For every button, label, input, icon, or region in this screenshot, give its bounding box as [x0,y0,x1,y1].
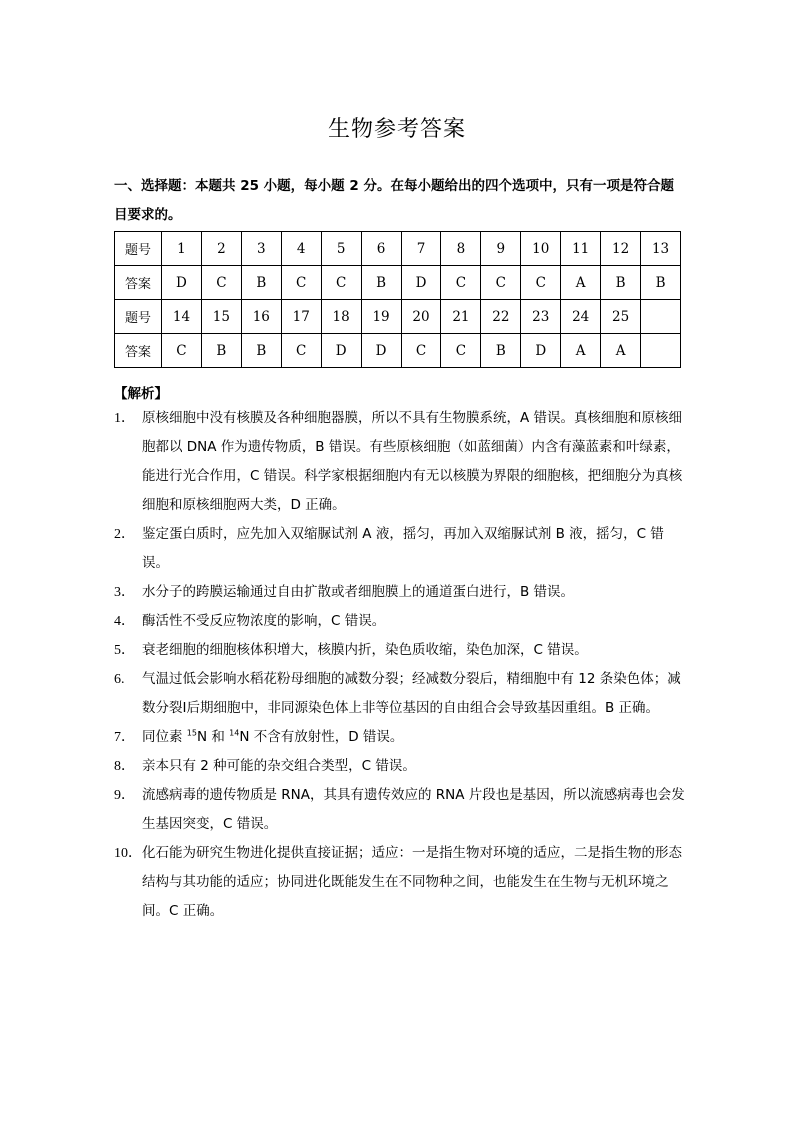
table-cell: D [162,266,202,300]
item-text: 水分子的跨膜运输通过自由扩散或者细胞膜上的通道蛋白进行，B 错误。 [142,584,575,600]
item-number: 3． [114,585,135,600]
table-cell: 4 [281,232,321,266]
answer-table [114,231,681,368]
table-cell: 15 [201,300,241,334]
list-item [114,636,686,665]
table-cell: 8 [441,232,481,266]
item-text: 化石能为研究生物进化提供直接证据；适应：一是指生物对环境的适应，二是指生物的形态结构与其功能的适应；协同进化既能发生在不同物种之间，也能发生在生物与无机环境之间。C 正确。 [142,845,682,919]
item-text: 衰老细胞的细胞核体积增大，核膜内折，染色质收缩，染色加深，C 错误。 [142,642,588,658]
table-row [115,232,681,266]
table-cell: B [601,266,641,300]
item-text-part: N 不含有放射性，D 错误。 [239,729,404,745]
item-number: 9． [114,788,135,803]
item-number: 10． [114,846,142,861]
item-number: 2． [114,527,135,542]
table-cell: 7 [401,232,441,266]
table-cell [641,334,681,368]
list-item [114,781,686,839]
table-cell: 13 [641,232,681,266]
item-text [142,729,403,745]
item-text: 酶活性不受反应物浓度的影响，C 错误。 [142,613,386,629]
table-cell: 21 [441,300,481,334]
table-cell: C [441,334,481,368]
table-cell: C [201,266,241,300]
item-text-part: N 和 [196,729,230,745]
list-item [114,752,686,781]
table-cell: C [162,334,202,368]
isotope-superscript: 14 [229,728,240,738]
table-cell [641,300,681,334]
table-row [115,300,681,334]
table-cell: 6 [361,232,401,266]
table-cell: C [401,334,441,368]
item-number: 1． [114,411,135,426]
item-text: 亲本只有 2 种可能的杂交组合类型，C 错误。 [142,758,416,774]
table-cell: 10 [521,232,561,266]
table-cell: 19 [361,300,401,334]
table-cell: 9 [481,232,521,266]
table-cell: 17 [281,300,321,334]
table-cell: B [481,334,521,368]
table-cell: D [321,334,361,368]
table-cell: B [241,334,281,368]
row-label-question: 题号 [115,232,162,266]
table-cell: 12 [601,232,641,266]
page-title: 生物参考答案 [327,117,466,142]
table-cell: C [441,266,481,300]
table-cell: 1 [162,232,202,266]
table-cell: B [241,266,281,300]
list-item [114,520,686,578]
analysis-list [114,404,686,926]
table-cell: D [361,334,401,368]
item-text: 鉴定蛋白质时，应先加入双缩脲试剂 A 液，摇匀，再加入双缩脲试剂 B 液，摇匀，C 错误。 [142,526,664,571]
item-number: 7． [114,730,135,745]
list-item [114,578,686,607]
table-cell: B [201,334,241,368]
item-text: 气温过低会影响水稻花粉母细胞的减数分裂；经减数分裂后，精细胞中有 12 条染色体；减数分裂Ⅰ后期细胞中，非同源染色体上非等位基因的自由组合会导致基因重组。B 正确。 [142,671,681,716]
table-cell: C [321,266,361,300]
table-cell: D [521,334,561,368]
table-cell: A [561,334,601,368]
row-label-answer: 答案 [115,266,162,300]
table-cell: 14 [162,300,202,334]
table-cell: 3 [241,232,281,266]
list-item [114,839,686,926]
table-cell: A [561,266,601,300]
table-cell: C [481,266,521,300]
list-item [114,404,686,520]
item-text-part: 同位素 [142,729,187,745]
section-heading: 一、选择题：本题共 25 小题，每小题 2 分。在每小题给出的四个选项中，只有一项是符合题目要求的。 [114,178,674,223]
list-item [114,665,686,723]
table-cell: A [601,334,641,368]
item-text: 原核细胞中没有核膜及各种细胞器膜，所以不具有生物膜系统，A 错误。真核细胞和原核细胞都以 DNA 作为遗传物质，B 错误。有些原核细胞（如蓝细菌）内含有藻蓝素和叶绿素，能进行光合作用，C 错误。科学家根据细胞内有无以核膜为界限的细胞核，把细胞分为真核细胞和原核细胞两大类，D 正确。 [142,410,683,513]
item-number: 8． [114,759,135,774]
table-cell: 5 [321,232,361,266]
table-cell: C [281,334,321,368]
item-number: 4． [114,614,135,629]
table-cell: 24 [561,300,601,334]
table-cell: 23 [521,300,561,334]
list-item [114,723,686,752]
table-cell: 18 [321,300,361,334]
item-text: 流感病毒的遗传物质是 RNA，其具有遗传效应的 RNA 片段也是基因，所以流感病毒也会发生基因突变，C 错误。 [142,787,685,832]
analysis-heading: 【解析】 [114,386,168,402]
table-cell: C [521,266,561,300]
row-label-question: 题号 [115,300,162,334]
table-cell: B [361,266,401,300]
list-item [114,607,686,636]
table-row [115,334,681,368]
table-cell: 22 [481,300,521,334]
table-cell: D [401,266,441,300]
table-cell: 25 [601,300,641,334]
item-number: 5． [114,643,135,658]
table-row [115,266,681,300]
item-number: 6. [114,672,125,687]
table-cell: 16 [241,300,281,334]
isotope-superscript: 15 [186,728,197,738]
table-cell: B [641,266,681,300]
table-cell: C [281,266,321,300]
table-cell: 2 [201,232,241,266]
table-cell: 11 [561,232,601,266]
table-cell: 20 [401,300,441,334]
row-label-answer: 答案 [115,334,162,368]
